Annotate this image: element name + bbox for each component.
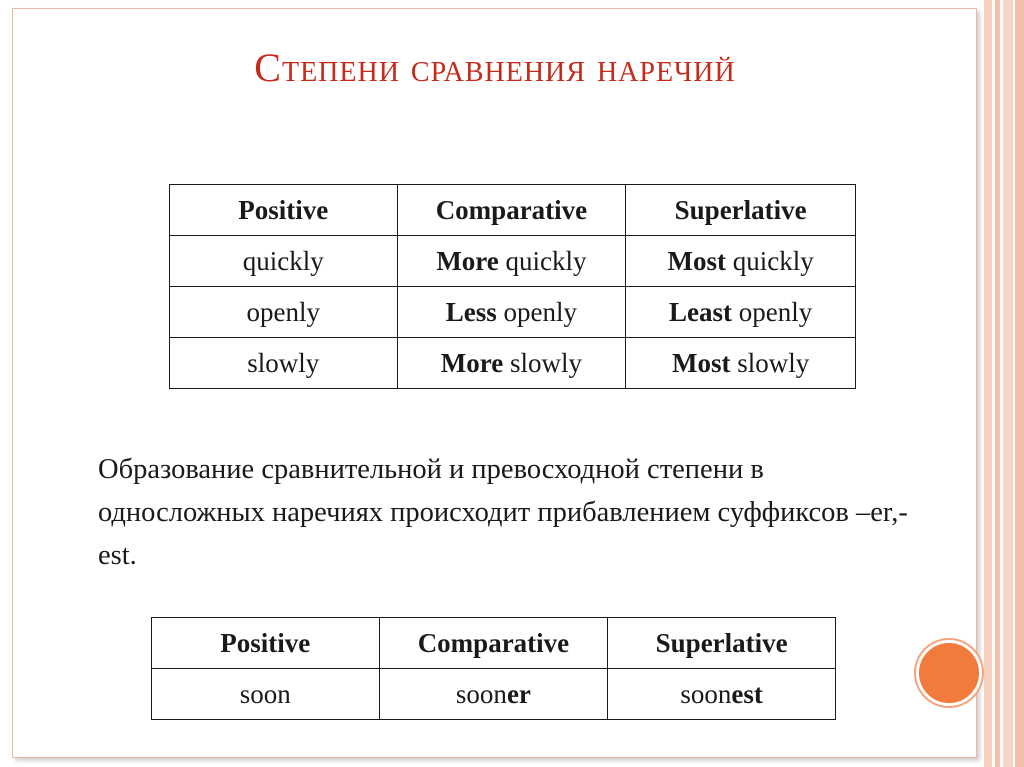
- cell-comparative: [397, 338, 626, 389]
- comparative-adverb: slowly: [503, 347, 583, 378]
- header-superlative: Superlative: [626, 185, 856, 236]
- comparative-word: Less: [445, 296, 497, 327]
- comparative-suffix: er: [506, 678, 531, 709]
- superlative-adverb: openly: [732, 296, 813, 327]
- cell-positive: soon: [152, 669, 380, 720]
- header-comparative: Comparative: [397, 185, 626, 236]
- comparative-word: More: [436, 245, 499, 276]
- superlative-word: Most: [667, 245, 727, 276]
- table-header-row: [152, 618, 836, 669]
- cell-superlative: [626, 338, 856, 389]
- cell-comparative: [397, 287, 626, 338]
- cell-positive: openly: [170, 287, 398, 338]
- cell-superlative: [608, 669, 836, 720]
- comparative-adverb: quickly: [498, 245, 587, 276]
- superlative-stem: soon: [680, 678, 732, 709]
- comparative-adverb: openly: [496, 296, 578, 327]
- table-header-row: [170, 185, 856, 236]
- table-row: [170, 338, 856, 389]
- superlative-word: Least: [669, 296, 733, 327]
- superlative-adverb: quickly: [726, 245, 814, 276]
- decorative-stripe: [995, 0, 1000, 767]
- cell-superlative: [626, 287, 856, 338]
- superlative-adverb: slowly: [730, 347, 810, 378]
- cell-superlative: [626, 236, 856, 287]
- decorative-stripe: [1015, 0, 1024, 767]
- superlative-suffix: est: [731, 678, 763, 709]
- table-row: [170, 236, 856, 287]
- cell-comparative: [397, 236, 626, 287]
- header-positive: Positive: [170, 185, 398, 236]
- decorative-stripe: [1003, 0, 1013, 767]
- adverb-degrees-table: [169, 184, 856, 389]
- header-superlative: Superlative: [608, 618, 836, 669]
- comparative-word: More: [440, 347, 504, 378]
- cell-positive: slowly: [170, 338, 398, 389]
- slide-title: Степени сравнения наречий: [254, 45, 736, 90]
- explanation-text: Образование сравнительной и превосходной степени в односложных наречиях происходит прибавлением суффиксов –er,-est.: [98, 454, 908, 571]
- table-row: [170, 287, 856, 338]
- decorative-stripe: [984, 0, 992, 767]
- suffix-degrees-table: [151, 617, 836, 720]
- superlative-word: Most: [672, 347, 731, 378]
- cell-positive: quickly: [170, 236, 398, 287]
- header-positive: Positive: [152, 618, 380, 669]
- comparative-stem: soon: [455, 678, 507, 709]
- orange-circle-decoration: [916, 640, 982, 706]
- table-row: [152, 669, 836, 720]
- header-comparative: Comparative: [379, 618, 608, 669]
- cell-comparative: [379, 669, 608, 720]
